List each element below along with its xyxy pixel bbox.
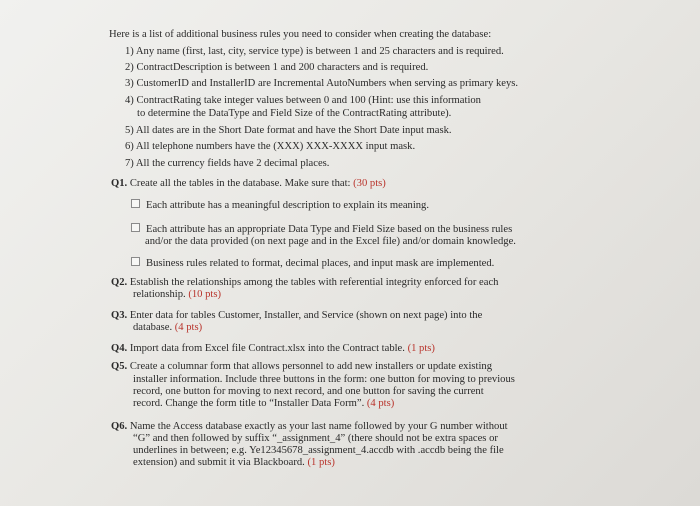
q1-item-3-text: Business rules related to format, decimal places, and input mask are implemented. [146,258,495,269]
q2-line-2 [133,289,221,301]
checkbox-icon [131,199,140,208]
q1-item-1 [131,199,429,212]
q2-text-2: relationship. [133,289,186,300]
rule-5: 5) All dates are in the Short Date format and have the Short Date input mask. [125,125,452,136]
q1-item-1-text: Each attribute has a meaningful description to explain its meaning. [146,200,430,211]
rule-2: 2) ContractDescription is between 1 and 200 characters and is required. [125,62,429,73]
rule-7: 7) All the currency fields have 2 decimal places. [125,158,330,169]
q5-label: Q5. [111,361,128,372]
q5-points: (4 pts) [366,398,395,409]
q5-line-3: record, one button for moving to next record, and one button for saving the current [133,386,484,397]
q6-label: Q6. [111,421,128,432]
q3-points: (4 pts) [174,322,203,333]
q4-line [111,343,435,355]
rule-1: 1) Any name (first, last, city, service type) is between 1 and 25 characters and is required. [125,46,504,57]
q1-item-2-text: Each attribute has an appropriate Data Type and Field Size based on the business rules [146,224,513,235]
q1-item-2-continued: and/or the data provided (on next page and in the Excel file) and/or domain knowledge. [145,236,516,247]
q4-points: (1 pts) [407,343,435,354]
q1-text: Create all the tables in the database. Make sure that: [129,178,351,189]
q6-line-2: “G” and then followed by suffix “_assignment_4” (there should not be extra spaces or [133,433,498,444]
checkbox-icon [131,223,140,232]
q1-item-3 [131,257,494,270]
q6-line-1 [111,421,508,433]
rule-4: 4) ContractRating take integer values between 0 and 100 (Hint: use this information [125,95,481,106]
checkbox-icon [131,257,140,266]
q6-text-1: Name the Access database exactly as your last name followed by your G number without [129,421,508,432]
rule-3: 3) CustomerID and InstallerID are Incremental AutoNumbers when serving as primary keys. [125,78,519,89]
q3-text-1: Enter data for tables Customer, Installer, and Service (shown on next page) into the [129,310,483,321]
q5-text-1: Create a columnar form that allows personnel to add new installers or update existing [129,361,492,372]
q5-line-2: installer information. Include three buttons in the form: one button for moving to previous [133,374,515,385]
q2-text-1: Establish the relationships among the tables with referential integrity enforced for each [129,277,499,288]
q4-label: Q4. [111,343,128,354]
q4-text: Import data from Excel file Contract.xlsx into the Contract table. [129,343,405,354]
q5-line-4 [133,398,394,410]
q3-line-1 [111,310,482,322]
rule-4-continued: to determine the DataType and Field Size of the ContractRating attribute). [137,108,452,119]
q5-line-1 [111,361,492,373]
q5-text-4: record. Change the form title to “Installer Data Form”. [133,398,365,409]
q1-item-2 [131,223,512,236]
q2-line-1 [111,277,498,289]
q3-text-2: database. [133,322,173,333]
q1-points: (30 pts) [353,178,386,189]
q6-points: (1 pts) [307,457,335,468]
intro-text: Here is a list of additional business rules you need to consider when creating the database: [109,29,492,40]
q1-label: Q1. [111,178,128,189]
q6-text-4: extension) and submit it via Blackboard. [133,457,305,468]
q2-points: (10 pts) [188,289,221,300]
q6-line-4 [133,457,335,469]
q1-line [111,178,386,190]
q3-line-2 [133,322,202,334]
q6-line-3: underlines in between; e.g. Ye12345678_assignment_4.accdb with .accdb being the file [133,445,504,456]
rule-6: 6) All telephone numbers have the (XXX) XXX-XXXX input mask. [125,141,416,152]
q3-label: Q3. [111,310,128,321]
q2-label: Q2. [111,277,128,288]
